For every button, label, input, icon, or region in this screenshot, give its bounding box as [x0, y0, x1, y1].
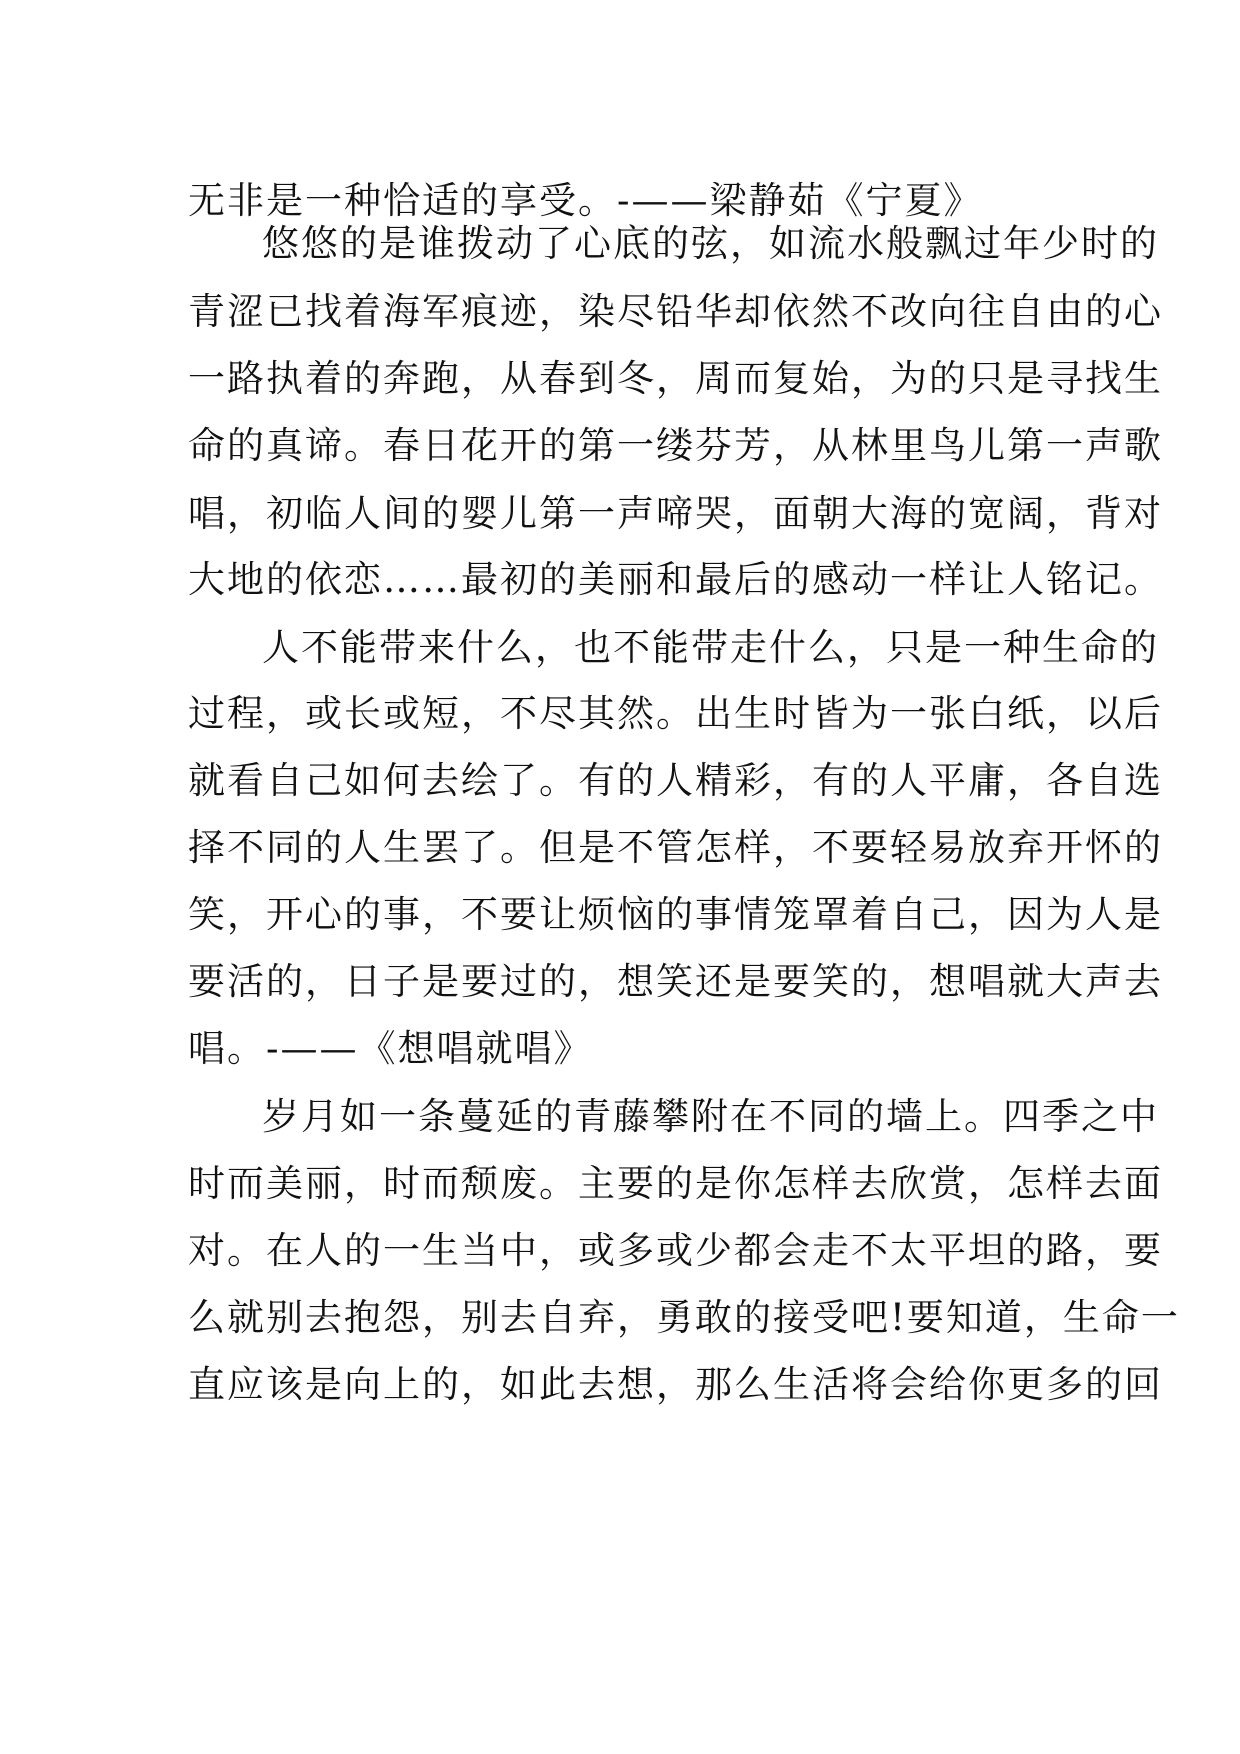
text-line-12: 笑，开心的事，不要让烦恼的事情笼罩着自己，因为人是 [188, 893, 1163, 936]
text-line-16: 时而美丽，时而颓废。主要的是你怎样去欣赏，怎样去面 [188, 1162, 1163, 1205]
text-line-3: 青涩已找着海军痕迹，染尽铅华却依然不改向往自由的心 [188, 290, 1163, 333]
text-line-14: 唱。-——《想唱就唱》 [188, 1027, 593, 1070]
text-line-19: 直应该是向上的，如此去想，那么生活将会给你更多的回 [188, 1363, 1163, 1406]
text-line-5: 命的真谛。春日花开的第一缕芬芳，从林里鸟儿第一声歌 [188, 424, 1163, 467]
text-line-1: 无非是一种恰适的享受。-——梁静茹《宁夏》 [188, 179, 983, 222]
text-line-15: 岁月如一条蔓延的青藤攀附在不同的墙上。四季之中 [262, 1095, 1159, 1138]
text-line-10: 就看自己如何去绘了。有的人精彩，有的人平庸，各自选 [188, 759, 1163, 802]
text-line-18: 么就别去抱怨，别去自弃，勇敢的接受吧!要知道，生命一 [188, 1296, 1180, 1339]
text-line-7: 大地的依恋……最初的美丽和最后的感动一样让人铭记。 [188, 558, 1163, 601]
text-line-17: 对。在人的一生当中，或多或少都会走不太平坦的路，要 [188, 1229, 1163, 1272]
text-line-6: 唱，初临人间的婴儿第一声啼哭，面朝大海的宽阔，背对 [188, 492, 1163, 535]
text-line-9: 过程，或长或短，不尽其然。出生时皆为一张白纸，以后 [188, 692, 1163, 735]
text-line-13: 要活的，日子是要过的，想笑还是要笑的，想唱就大声去 [188, 960, 1163, 1003]
text-line-2: 悠悠的是谁拨动了心底的弦，如流水般飘过年少时的 [262, 222, 1159, 265]
text-line-11: 择不同的人生罢了。但是不管怎样，不要轻易放弃开怀的 [188, 826, 1163, 869]
text-line-8: 人不能带来什么，也不能带走什么，只是一种生命的 [262, 626, 1159, 669]
text-line-4: 一路执着的奔跑，从春到冬，周而复始，为的只是寻找生 [188, 357, 1163, 400]
